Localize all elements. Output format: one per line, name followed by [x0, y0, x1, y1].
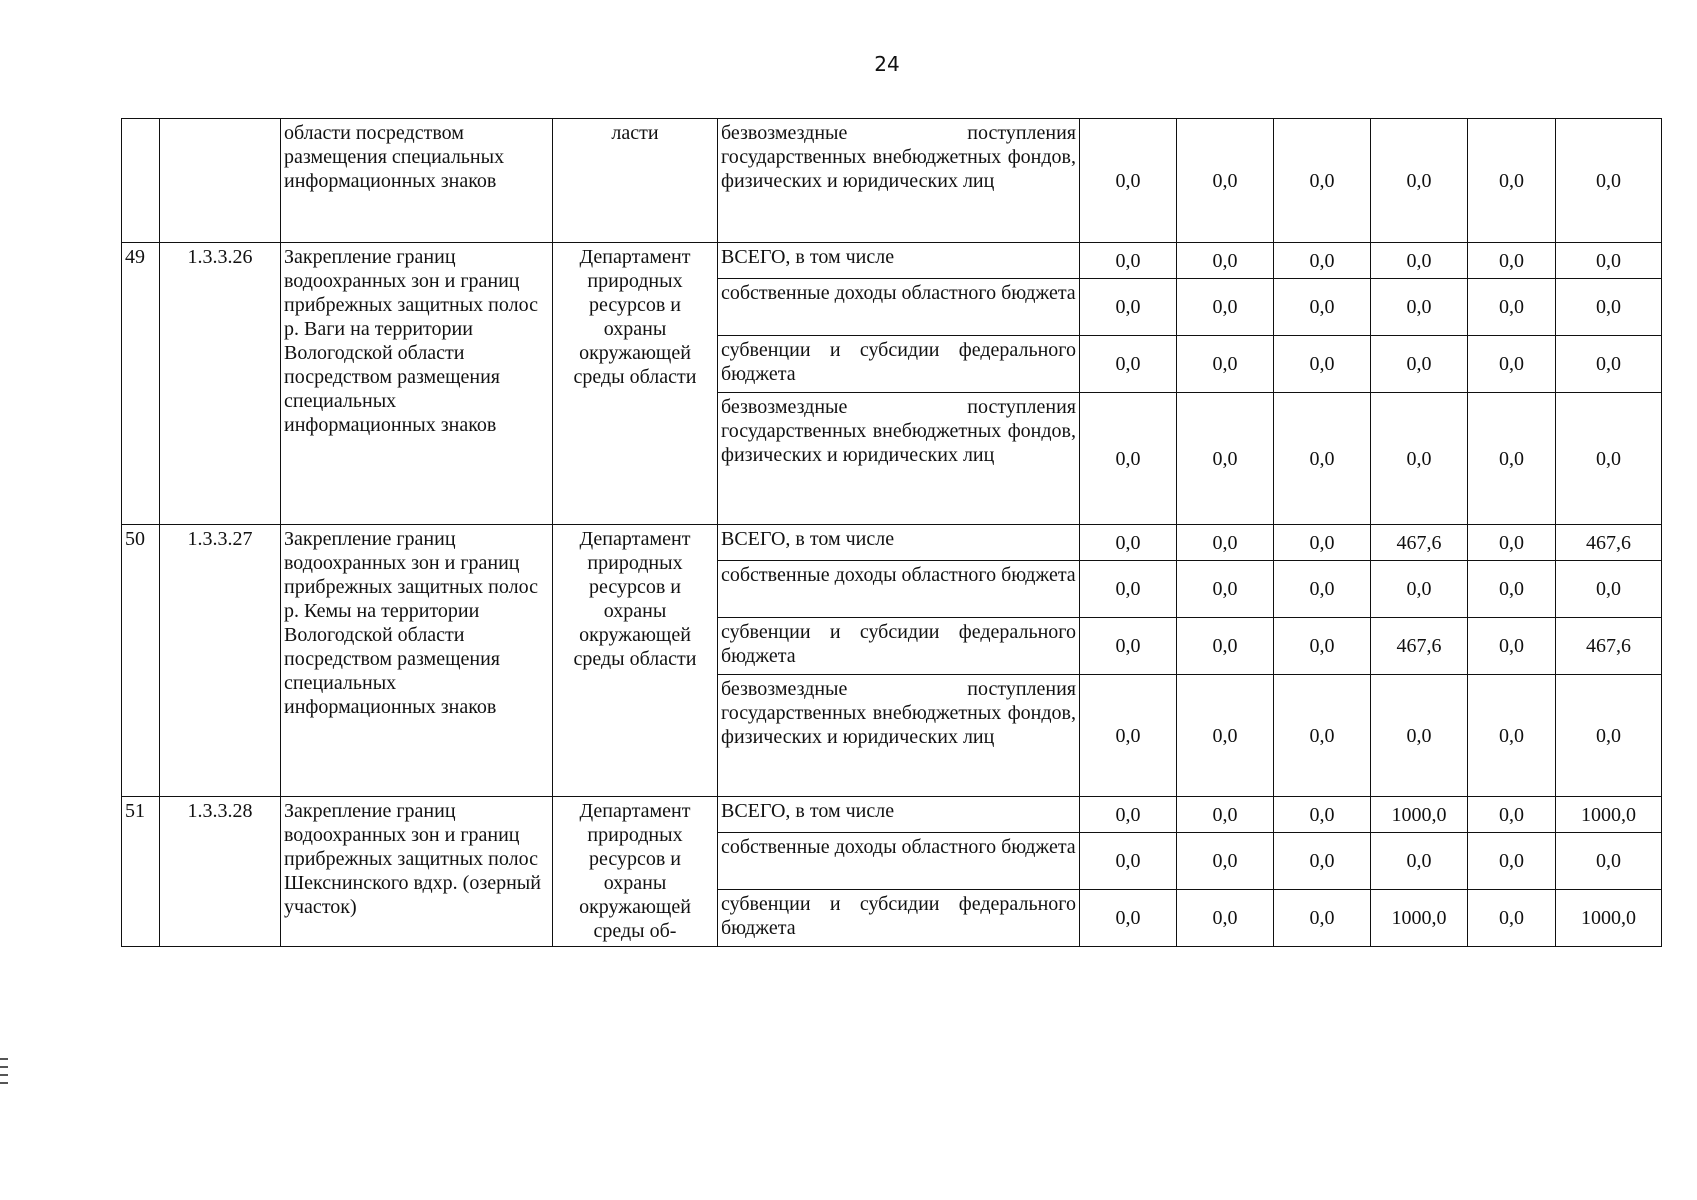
funding-source-label: собственные доходы областного бюджета	[718, 279, 1080, 336]
funding-source-label: безвозмездные поступления государственных внебюджетных фондов, физических и юридических лиц	[718, 393, 1080, 525]
funding-source-label: ВСЕГО, в том числе	[718, 525, 1080, 561]
row-number-cell	[122, 119, 160, 243]
value-cell: 1000,0	[1371, 890, 1468, 947]
executor-cell: Департамент природных ресурсов и охраны окружающей среды области	[553, 243, 718, 525]
value-cell: 0,0	[1274, 393, 1371, 525]
value-cell: 0,0	[1274, 618, 1371, 675]
funding-source-label: ВСЕГО, в том числе	[718, 243, 1080, 279]
value-cell: 0,0	[1080, 618, 1177, 675]
value-cell: 0,0	[1177, 833, 1274, 890]
value-cell: 0,0	[1556, 119, 1662, 243]
value-cell: 0,0	[1274, 833, 1371, 890]
row-number-cell: 49	[122, 243, 160, 525]
value-cell: 0,0	[1080, 119, 1177, 243]
measure-name-cell: области посредством размещения специальных информационных знаков	[281, 119, 553, 243]
table-row	[122, 525, 1662, 561]
value-cell: 0,0	[1371, 675, 1468, 797]
value-cell: 0,0	[1371, 119, 1468, 243]
measure-name-cell: Закрепление границ водоохранных зон и границ прибрежных защитных полос р. Кемы на территории Вологодской области посредством размещения специальных информационных знаков	[281, 525, 553, 797]
value-cell: 0,0	[1177, 561, 1274, 618]
funding-source-label: субвенции и субсидии федерального бюджета	[718, 890, 1080, 947]
value-cell: 467,6	[1556, 618, 1662, 675]
value-cell: 0,0	[1556, 675, 1662, 797]
value-cell: 0,0	[1371, 243, 1468, 279]
value-cell: 0,0	[1080, 393, 1177, 525]
value-cell: 0,0	[1371, 336, 1468, 393]
value-cell: 0,0	[1177, 243, 1274, 279]
funding-source-label: безвозмездные поступления государственных внебюджетных фондов, физических и юридических лиц	[718, 675, 1080, 797]
value-cell: 0,0	[1274, 243, 1371, 279]
value-cell: 0,0	[1468, 243, 1556, 279]
value-cell: 0,0	[1177, 393, 1274, 525]
value-cell: 467,6	[1371, 618, 1468, 675]
value-cell: 0,0	[1177, 797, 1274, 833]
value-cell: 0,0	[1080, 525, 1177, 561]
funding-source-label: субвенции и субсидии федерального бюджета	[718, 336, 1080, 393]
measure-code-cell	[160, 119, 281, 243]
value-cell: 0,0	[1468, 393, 1556, 525]
value-cell: 0,0	[1177, 336, 1274, 393]
value-cell: 0,0	[1080, 890, 1177, 947]
value-cell: 0,0	[1468, 336, 1556, 393]
value-cell: 1000,0	[1556, 890, 1662, 947]
value-cell: 0,0	[1080, 561, 1177, 618]
value-cell: 0,0	[1371, 393, 1468, 525]
scan-edge-marks	[0, 1058, 8, 1090]
value-cell: 467,6	[1371, 525, 1468, 561]
value-cell: 0,0	[1080, 675, 1177, 797]
value-cell: 0,0	[1274, 561, 1371, 618]
table-row	[122, 797, 1662, 833]
value-cell: 0,0	[1556, 833, 1662, 890]
value-cell: 0,0	[1371, 833, 1468, 890]
value-cell: 0,0	[1468, 797, 1556, 833]
value-cell: 0,0	[1556, 561, 1662, 618]
value-cell: 0,0	[1274, 119, 1371, 243]
value-cell: 0,0	[1177, 618, 1274, 675]
executor-cell: Департамент природных ресурсов и охраны окружающей среды об-	[553, 797, 718, 947]
measure-name-cell: Закрепление границ водоохранных зон и границ прибрежных защитных полос Шекснинского вдхр. (озерный участок)	[281, 797, 553, 947]
value-cell: 0,0	[1468, 525, 1556, 561]
continuation-row	[122, 119, 1662, 243]
value-cell: 0,0	[1468, 618, 1556, 675]
value-cell: 0,0	[1177, 279, 1274, 336]
value-cell: 0,0	[1556, 336, 1662, 393]
value-cell: 0,0	[1080, 833, 1177, 890]
value-cell: 0,0	[1274, 890, 1371, 947]
value-cell: 0,0	[1080, 279, 1177, 336]
value-cell: 0,0	[1371, 561, 1468, 618]
funding-source-label: ВСЕГО, в том числе	[718, 797, 1080, 833]
measure-code-cell: 1.3.3.26	[160, 243, 281, 525]
value-cell: 0,0	[1080, 336, 1177, 393]
measure-name-cell: Закрепление границ водоохранных зон и границ прибрежных защитных полос р. Ваги на территории Вологодской области посредством размещения специальных информационных знаков	[281, 243, 553, 525]
value-cell: 0,0	[1556, 243, 1662, 279]
value-cell: 0,0	[1274, 797, 1371, 833]
value-cell: 1000,0	[1371, 797, 1468, 833]
value-cell: 0,0	[1556, 279, 1662, 336]
table-row	[122, 243, 1662, 279]
executor-cell: Департамент природных ресурсов и охраны окружающей среды области	[553, 525, 718, 797]
funding-source-label: собственные доходы областного бюджета	[718, 833, 1080, 890]
row-number-cell: 50	[122, 525, 160, 797]
funding-source-label: субвенции и субсидии федерального бюджета	[718, 618, 1080, 675]
value-cell: 0,0	[1468, 119, 1556, 243]
value-cell: 0,0	[1274, 675, 1371, 797]
value-cell: 0,0	[1371, 279, 1468, 336]
value-cell: 0,0	[1274, 279, 1371, 336]
value-cell: 0,0	[1177, 525, 1274, 561]
value-cell: 0,0	[1080, 243, 1177, 279]
value-cell: 0,0	[1468, 561, 1556, 618]
value-cell: 0,0	[1177, 890, 1274, 947]
measure-code-cell: 1.3.3.27	[160, 525, 281, 797]
page-number: 24	[874, 52, 900, 76]
value-cell: 1000,0	[1556, 797, 1662, 833]
funding-source-label: собственные доходы областного бюджета	[718, 561, 1080, 618]
row-number-cell: 51	[122, 797, 160, 947]
budget-table	[121, 118, 1662, 947]
value-cell: 0,0	[1274, 525, 1371, 561]
value-cell: 0,0	[1468, 279, 1556, 336]
value-cell: 0,0	[1468, 890, 1556, 947]
measure-code-cell: 1.3.3.28	[160, 797, 281, 947]
value-cell: 0,0	[1468, 675, 1556, 797]
value-cell: 467,6	[1556, 525, 1662, 561]
value-cell: 0,0	[1080, 797, 1177, 833]
value-cell: 0,0	[1177, 675, 1274, 797]
value-cell: 0,0	[1177, 119, 1274, 243]
funding-source-label: безвозмездные поступления государственных внебюджетных фондов, физических и юридических лиц	[718, 119, 1080, 243]
executor-cell: ласти	[553, 119, 718, 243]
value-cell: 0,0	[1556, 393, 1662, 525]
value-cell: 0,0	[1468, 833, 1556, 890]
value-cell: 0,0	[1274, 336, 1371, 393]
